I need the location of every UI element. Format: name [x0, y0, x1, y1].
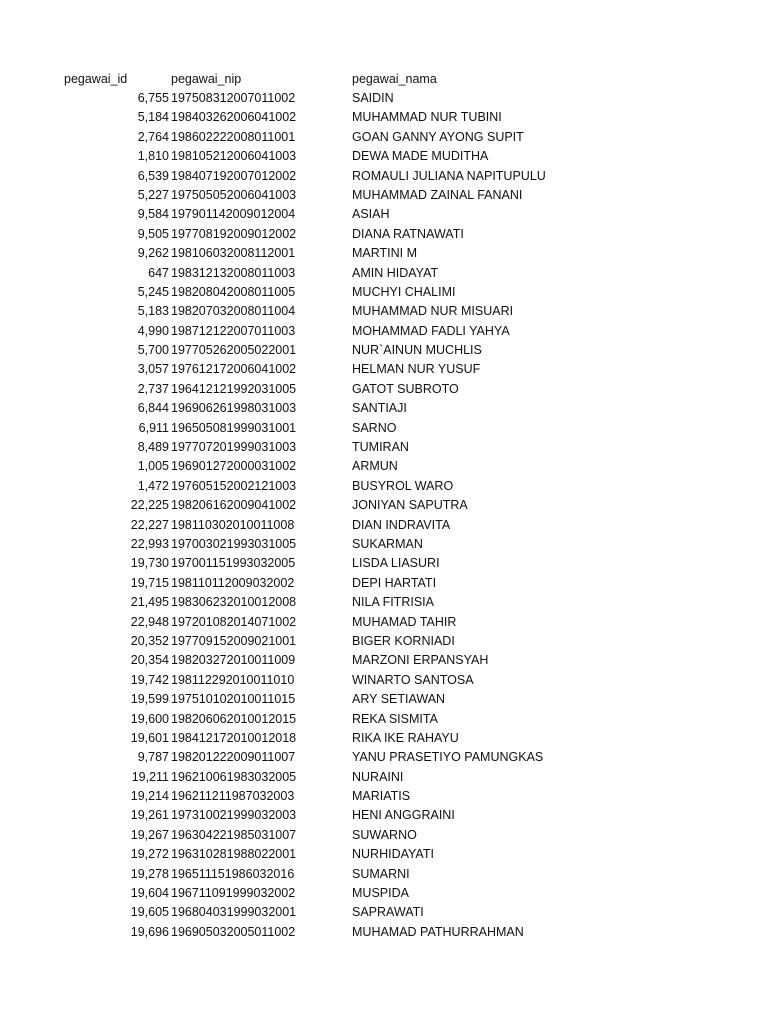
- cell-pegawai-nama: MUHAMMAD NUR TUBINI: [352, 110, 502, 125]
- cell-pegawai-nama: DEPI HARTATI: [352, 575, 437, 590]
- cell-pegawai-nip: 197707201999031003: [171, 440, 297, 455]
- cell-pegawai-nip: 198312132008011003: [171, 265, 296, 280]
- table-row: [0, 302, 768, 321]
- cell-pegawai-id: 19,599: [130, 692, 169, 707]
- cell-pegawai-nama: YANU PRASETIYO PAMUNGKAS: [352, 750, 544, 765]
- cell-pegawai-id: 22,948: [130, 614, 169, 629]
- table-row: [0, 845, 768, 864]
- table-row: [0, 477, 768, 496]
- table-row: [0, 613, 768, 632]
- table-row: [0, 264, 768, 283]
- table-row: [0, 205, 768, 224]
- table-row: [0, 244, 768, 263]
- cell-pegawai-id: 647: [148, 265, 169, 280]
- cell-pegawai-nip: 198201222009011007: [171, 750, 296, 765]
- cell-pegawai-nip: 196804031999032001: [171, 905, 297, 920]
- cell-pegawai-nip: 198110302010011008: [171, 517, 295, 532]
- cell-pegawai-id: 20,352: [130, 633, 169, 648]
- header-pegawai-id: pegawai_id: [64, 72, 128, 86]
- cell-pegawai-nama: NILA FITRISIA: [352, 595, 434, 610]
- cell-pegawai-nama: NURAINI: [352, 769, 404, 784]
- cell-pegawai-nama: NURHIDAYATI: [352, 847, 434, 862]
- cell-pegawai-id: 9,262: [137, 246, 169, 261]
- cell-pegawai-id: 21,495: [130, 595, 169, 610]
- cell-pegawai-nama: GATOT SUBROTO: [352, 381, 459, 396]
- cell-pegawai-id: 20,354: [130, 653, 169, 668]
- table-row: [0, 419, 768, 438]
- cell-pegawai-id: 2,737: [137, 381, 169, 396]
- cell-pegawai-nip: 197003021993031005: [171, 536, 297, 551]
- cell-pegawai-nip: 196906261998031003: [171, 401, 297, 416]
- cell-pegawai-nama: MUCHYI CHALIMI: [352, 284, 456, 299]
- cell-pegawai-nama: GOAN GANNY AYONG SUPIT: [352, 129, 524, 144]
- cell-pegawai-nama: MUSPIDA: [352, 886, 409, 901]
- cell-pegawai-id: 9,584: [137, 207, 169, 222]
- cell-pegawai-nama: SARNO: [352, 420, 397, 435]
- cell-pegawai-id: 5,183: [137, 304, 169, 319]
- cell-pegawai-nama: MUHAMAD PATHURRAHMAN: [352, 924, 524, 939]
- cell-pegawai-nip: 197201082014071002: [171, 614, 297, 629]
- table-row: [0, 108, 768, 127]
- table-row: [0, 380, 768, 399]
- cell-pegawai-id: 19,604: [130, 886, 169, 901]
- cell-pegawai-nip: 196210061983032005: [171, 769, 297, 784]
- cell-pegawai-nip: 198412172010012018: [171, 730, 297, 745]
- table-header: [0, 70, 768, 89]
- table-body: [0, 89, 768, 942]
- cell-pegawai-nip: 196901272000031002: [171, 459, 297, 474]
- cell-pegawai-id: 9,505: [137, 226, 169, 241]
- cell-pegawai-id: 3,057: [137, 362, 169, 377]
- table-row: [0, 283, 768, 302]
- cell-pegawai-nip: 198208042008011005: [171, 284, 296, 299]
- cell-pegawai-id: 5,184: [137, 110, 169, 125]
- cell-pegawai-nip: 198106032008112001: [171, 246, 296, 261]
- cell-pegawai-nama: DEWA MADE MUDITHA: [352, 149, 489, 164]
- cell-pegawai-nip: 198105212006041003: [171, 149, 297, 164]
- table-row: [0, 360, 768, 379]
- table-row: [0, 806, 768, 825]
- cell-pegawai-nama: LISDA LIASURI: [352, 556, 440, 571]
- table-row: [0, 884, 768, 903]
- cell-pegawai-nip: 197708192009012002: [171, 226, 297, 241]
- table-row: [0, 903, 768, 922]
- cell-pegawai-nip: 197705262005022001: [171, 343, 297, 358]
- cell-pegawai-id: 19,278: [130, 866, 169, 881]
- cell-pegawai-id: 22,993: [130, 536, 169, 551]
- cell-pegawai-id: 19,742: [130, 672, 169, 687]
- cell-pegawai-nip: 197612172006041002: [171, 362, 297, 377]
- table-row: [0, 787, 768, 806]
- cell-pegawai-nama: MUHAMAD TAHIR: [352, 614, 457, 629]
- cell-pegawai-nip: 197508312007011002: [171, 91, 296, 105]
- table-row: [0, 186, 768, 205]
- cell-pegawai-nama: ASIAH: [352, 207, 390, 222]
- table-row: [0, 632, 768, 651]
- cell-pegawai-id: 9,787: [137, 750, 169, 765]
- cell-pegawai-nip: 196711091999032002: [171, 886, 296, 901]
- cell-pegawai-id: 22,225: [130, 498, 169, 513]
- table-row: [0, 167, 768, 186]
- table-row: [0, 748, 768, 767]
- cell-pegawai-id: 5,700: [137, 343, 169, 358]
- cell-pegawai-nama: HENI ANGGRAINI: [352, 808, 455, 823]
- cell-pegawai-nip: 198203272010011009: [171, 653, 296, 668]
- cell-pegawai-nama: JONIYAN SAPUTRA: [352, 498, 468, 513]
- cell-pegawai-id: 8,489: [137, 440, 169, 455]
- cell-pegawai-nama: MUHAMMAD NUR MISUARI: [352, 304, 514, 319]
- cell-pegawai-nama: MUHAMMAD ZAINAL FANANI: [352, 187, 523, 202]
- cell-pegawai-nama: MARTINI M: [352, 246, 418, 261]
- cell-pegawai-nama: DIANA RATNAWATI: [352, 226, 464, 241]
- cell-pegawai-nama: SUWARNO: [352, 827, 417, 842]
- table-row: [0, 438, 768, 457]
- table-row: [0, 147, 768, 166]
- cell-pegawai-id: 19,715: [130, 575, 169, 590]
- cell-pegawai-nip: 197709152009021001: [171, 633, 297, 648]
- cell-pegawai-nip: 196505081999031001: [171, 420, 297, 435]
- table-row: [0, 826, 768, 845]
- cell-pegawai-nip: 196412121992031005: [171, 381, 297, 396]
- cell-pegawai-nama: SAIDIN: [352, 91, 394, 105]
- cell-pegawai-id: 6,844: [137, 401, 169, 416]
- cell-pegawai-id: 5,245: [137, 284, 169, 299]
- cell-pegawai-id: 19,605: [130, 905, 169, 920]
- table-row: [0, 554, 768, 573]
- cell-pegawai-nip: 197605152002121003: [171, 478, 297, 493]
- cell-pegawai-nama: HELMAN NUR YUSUF: [352, 362, 481, 377]
- cell-pegawai-nip: 198207032008011004: [171, 304, 296, 319]
- cell-pegawai-nip: 198306232010012008: [171, 595, 297, 610]
- cell-pegawai-nama: SANTIAJI: [352, 401, 407, 416]
- cell-pegawai-id: 6,539: [137, 168, 169, 183]
- cell-pegawai-id: 5,227: [137, 187, 169, 202]
- table-row: [0, 322, 768, 341]
- cell-pegawai-nama: DIAN INDRAVITA: [352, 517, 451, 532]
- cell-pegawai-nama: ARMUN: [352, 459, 398, 474]
- cell-pegawai-id: 19,214: [130, 789, 169, 804]
- cell-pegawai-nama: BIGER KORNIADI: [352, 633, 455, 648]
- cell-pegawai-id: 19,730: [130, 556, 169, 571]
- cell-pegawai-nip: 198110112009032002: [171, 575, 295, 590]
- table-row: [0, 729, 768, 748]
- cell-pegawai-id: 2,764: [137, 129, 169, 144]
- cell-pegawai-id: 6,911: [138, 420, 169, 435]
- cell-pegawai-nip: 198206062010012015: [171, 711, 297, 726]
- table-row: [0, 768, 768, 787]
- table-row: [0, 865, 768, 884]
- cell-pegawai-nip: 197310021999032003: [171, 808, 297, 823]
- cell-pegawai-nama: BUSYROL WARO: [352, 478, 454, 493]
- cell-pegawai-id: 19,267: [130, 827, 169, 842]
- cell-pegawai-nip: 196310281988022001: [171, 847, 297, 862]
- table-row: [0, 535, 768, 554]
- cell-pegawai-nip: 198112292010011010: [171, 672, 295, 687]
- cell-pegawai-nama: REKA SISMITA: [352, 711, 438, 726]
- header-pegawai-nama: pegawai_nama: [352, 72, 437, 86]
- cell-pegawai-nip: 196211211987032003: [171, 789, 295, 804]
- cell-pegawai-nip: 198403262006041002: [171, 110, 297, 125]
- cell-pegawai-nama: SAPRAWATI: [352, 905, 424, 920]
- table-row: [0, 89, 768, 108]
- cell-pegawai-nama: ROMAULI JULIANA NAPITUPULU: [352, 168, 546, 183]
- table-row: [0, 651, 768, 670]
- cell-pegawai-nama: MOHAMMAD FADLI YAHYA: [352, 323, 510, 338]
- cell-pegawai-id: 1,472: [137, 478, 169, 493]
- table-row: [0, 671, 768, 690]
- cell-pegawai-id: 19,600: [130, 711, 169, 726]
- cell-pegawai-nip: 197510102010011015: [171, 692, 296, 707]
- cell-pegawai-nip: 196905032005011002: [171, 924, 296, 939]
- cell-pegawai-id: 19,211: [131, 769, 169, 784]
- cell-pegawai-nama: SUMARNI: [352, 866, 410, 881]
- table-row: [0, 923, 768, 942]
- table-row: [0, 128, 768, 147]
- cell-pegawai-id: 1,810: [137, 149, 169, 164]
- cell-pegawai-nama: WINARTO SANTOSA: [352, 672, 474, 687]
- cell-pegawai-nip: 197001151993032005: [171, 556, 296, 571]
- table-row: [0, 574, 768, 593]
- cell-pegawai-id: 6,755: [137, 91, 169, 105]
- cell-pegawai-id: 1,005: [137, 459, 169, 474]
- header-pegawai-nip: pegawai_nip: [171, 72, 242, 86]
- cell-pegawai-nip: 196511151986032016: [171, 866, 295, 881]
- cell-pegawai-nip: 198206162009041002: [171, 498, 297, 513]
- table-row: [0, 593, 768, 612]
- cell-pegawai-nama: ARY SETIAWAN: [352, 692, 446, 707]
- cell-pegawai-id: 19,696: [130, 924, 169, 939]
- table-row: [0, 457, 768, 476]
- cell-pegawai-nama: MARZONI ERPANSYAH: [352, 653, 489, 668]
- cell-pegawai-nip: 197505052006041003: [171, 187, 297, 202]
- cell-pegawai-nip: 198407192007012002: [171, 168, 297, 183]
- table-row: [0, 690, 768, 709]
- cell-pegawai-id: 22,227: [130, 517, 169, 532]
- table-row: [0, 399, 768, 418]
- cell-pegawai-nip: 198602222008011001: [171, 129, 296, 144]
- table-row: [0, 516, 768, 535]
- cell-pegawai-nip: 198712122007011003: [171, 323, 296, 338]
- table-row: [0, 710, 768, 729]
- cell-pegawai-nama: TUMIRAN: [352, 440, 409, 455]
- cell-pegawai-nama: SUKARMAN: [352, 536, 423, 551]
- cell-pegawai-id: 19,261: [130, 808, 169, 823]
- cell-pegawai-nama: RIKA IKE RAHAYU: [352, 730, 459, 745]
- table-row: [0, 225, 768, 244]
- cell-pegawai-nama: AMIN HIDAYAT: [352, 265, 439, 280]
- table-row: [0, 496, 768, 515]
- table-row: [0, 341, 768, 360]
- cell-pegawai-id: 4,990: [137, 323, 169, 338]
- cell-pegawai-nama: NUR`AINUN MUCHLIS: [352, 343, 482, 358]
- cell-pegawai-nip: 196304221985031007: [171, 827, 297, 842]
- cell-pegawai-id: 19,272: [130, 847, 169, 862]
- cell-pegawai-nip: 197901142009012004: [171, 207, 296, 222]
- cell-pegawai-id: 19,601: [130, 730, 169, 745]
- cell-pegawai-nama: MARIATIS: [352, 789, 411, 804]
